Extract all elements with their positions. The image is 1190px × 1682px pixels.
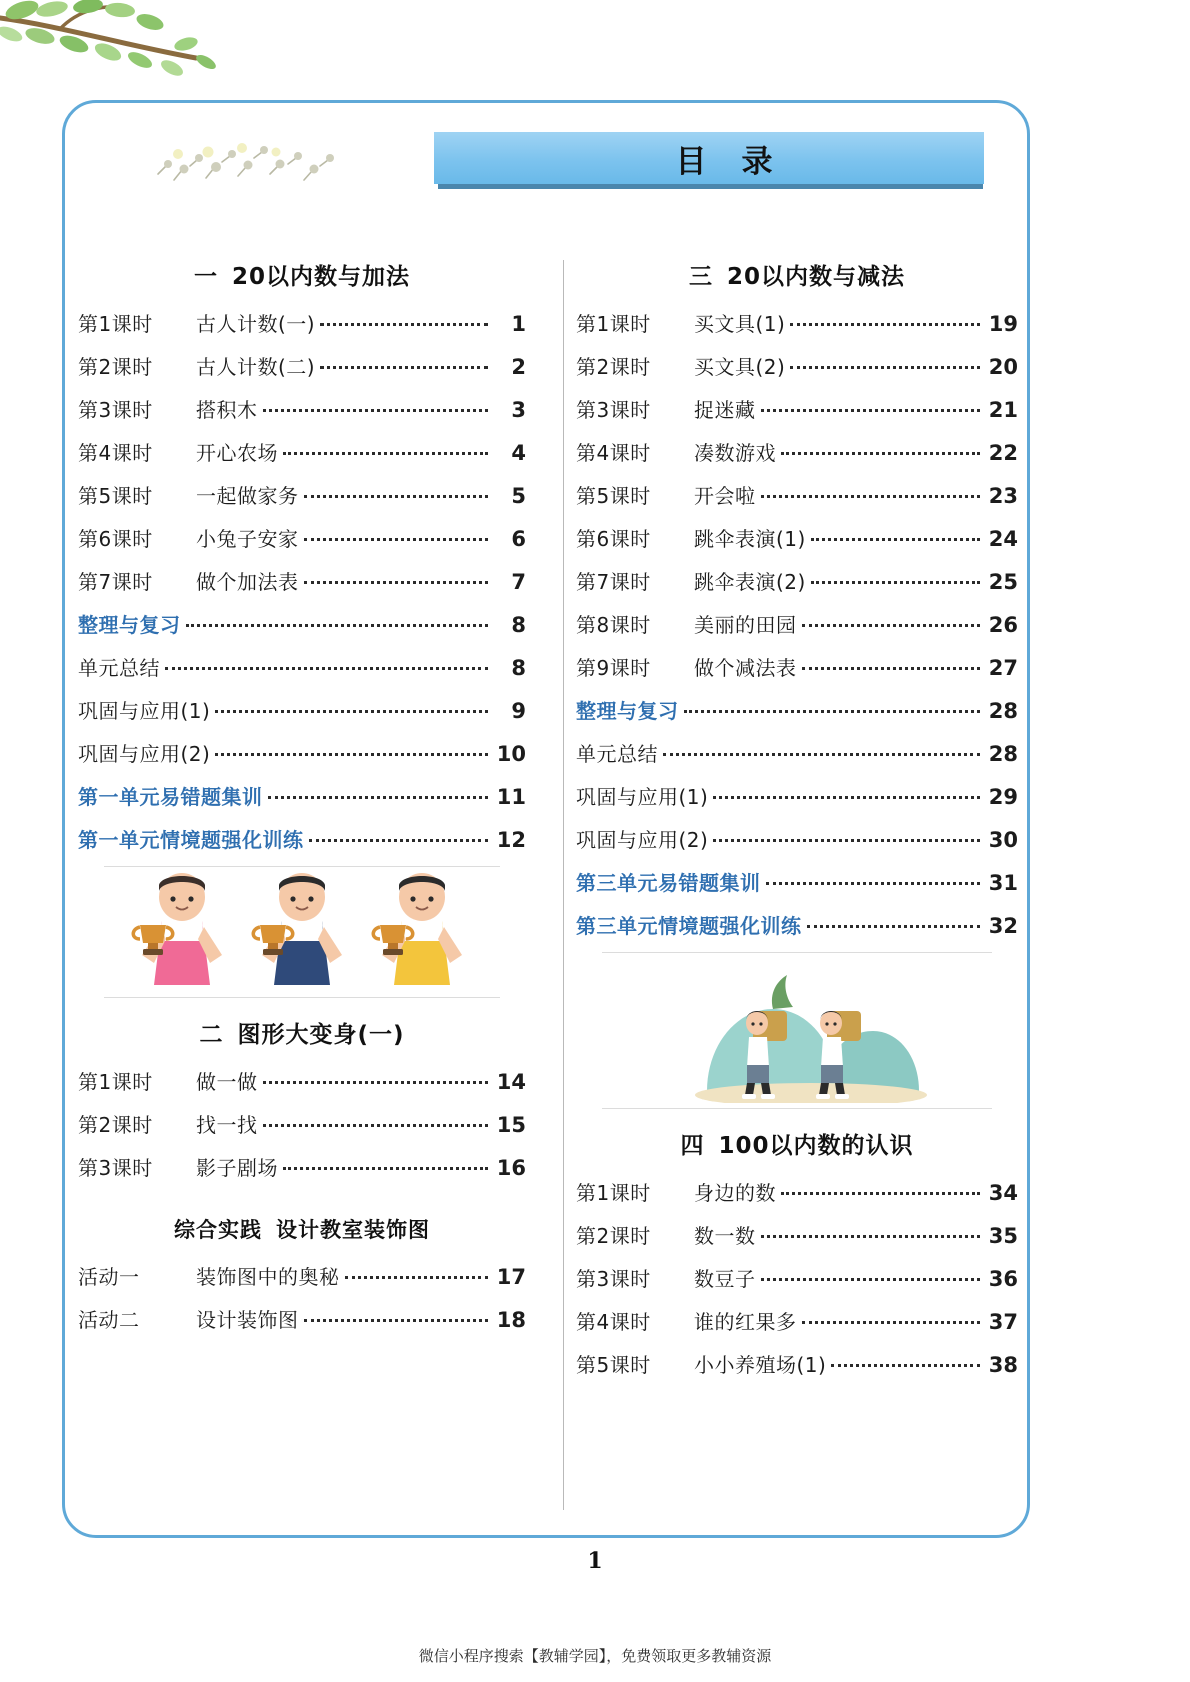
section-heading-图形大变身-一- bbox=[78, 1016, 526, 1049]
toc-leader-dots bbox=[304, 581, 489, 584]
toc-entry-page: 10 bbox=[496, 742, 526, 766]
toc-entry-title: 跳伞表演(1) bbox=[694, 527, 806, 551]
toc-entry-title: 设计装饰图 bbox=[196, 1308, 299, 1332]
toc-entry[interactable] bbox=[576, 1258, 1018, 1301]
toc-entry[interactable] bbox=[78, 647, 526, 690]
section-heading-20以内数与加法 bbox=[78, 258, 526, 291]
toc-entry-title: 找一找 bbox=[196, 1113, 258, 1137]
toc-leader-dots bbox=[684, 710, 981, 713]
toc-entry[interactable] bbox=[78, 1061, 526, 1104]
toc-entry[interactable] bbox=[78, 776, 526, 819]
toc-left-column bbox=[78, 240, 548, 1515]
toc-entry-page: 32 bbox=[988, 914, 1018, 938]
toc-entry-page: 25 bbox=[988, 570, 1018, 594]
section-title: 100以内数的认识 bbox=[718, 1133, 914, 1159]
toc-entry-title: 做一做 bbox=[196, 1070, 258, 1094]
toc-entry-page: 29 bbox=[988, 785, 1018, 809]
toc-entry[interactable] bbox=[78, 475, 526, 518]
trophy-kids-image bbox=[78, 867, 526, 992]
toc-entry-title: 巩固与应用(2) bbox=[78, 742, 211, 766]
toc-entry[interactable] bbox=[576, 819, 1018, 862]
section-number: 三 bbox=[688, 264, 713, 290]
toc-leader-dots bbox=[831, 1364, 980, 1367]
toc-entry[interactable] bbox=[576, 432, 1018, 475]
toc-entry-lesson: 第3课时 bbox=[576, 398, 651, 422]
toc-banner bbox=[434, 132, 984, 190]
toc-entry-lesson: 第3课时 bbox=[78, 398, 153, 422]
toc-leader-dots bbox=[263, 409, 489, 412]
toc-entry-title: 做个加法表 bbox=[196, 570, 299, 594]
toc-entry-lesson: 第1课时 bbox=[78, 1070, 153, 1094]
toc-entry-title: 古人计数(一) bbox=[196, 312, 316, 336]
toc-entry[interactable] bbox=[576, 518, 1018, 561]
toc-columns bbox=[78, 240, 1018, 1515]
toc-leader-dots bbox=[263, 1081, 489, 1084]
toc-leader-dots bbox=[304, 1319, 489, 1322]
toc-entry-page: 28 bbox=[988, 699, 1018, 723]
toc-entry-lesson: 第1课时 bbox=[576, 312, 651, 336]
toc-entry-title: 装饰图中的奥秘 bbox=[196, 1265, 340, 1289]
toc-entry-page: 36 bbox=[988, 1267, 1018, 1291]
toc-entry-lesson: 第4课时 bbox=[78, 441, 153, 465]
toc-entry-title: 古人计数(二) bbox=[196, 355, 316, 379]
toc-leader-dots bbox=[807, 925, 981, 928]
toc-entry[interactable] bbox=[576, 604, 1018, 647]
toc-entry-page: 20 bbox=[988, 355, 1018, 379]
toc-entry-page: 19 bbox=[988, 312, 1018, 336]
toc-entry[interactable] bbox=[78, 733, 526, 776]
toc-leader-dots bbox=[811, 581, 980, 584]
page-title: 目 录 bbox=[675, 143, 775, 180]
toc-leader-dots bbox=[283, 1167, 488, 1170]
toc-entry-page: 23 bbox=[988, 484, 1018, 508]
section-number: 二 bbox=[199, 1022, 224, 1048]
toc-leader-dots bbox=[790, 366, 980, 369]
toc-entry-page: 27 bbox=[988, 656, 1018, 680]
hiking-kids-image bbox=[576, 953, 1018, 1103]
toc-entry[interactable] bbox=[576, 1172, 1018, 1215]
toc-entry-title: 第一单元易错题集训 bbox=[78, 785, 263, 809]
toc-entry-lesson: 第2课时 bbox=[576, 355, 651, 379]
toc-entry-lesson: 第2课时 bbox=[78, 1113, 153, 1137]
toc-entry-title: 数一数 bbox=[694, 1224, 756, 1248]
promo-text: 微信小程序搜索【教辅学园】，免费领取更多教辅资源 bbox=[418, 1647, 772, 1665]
toc-entry-page: 11 bbox=[496, 785, 526, 809]
toc-entry-page: 9 bbox=[511, 699, 526, 723]
toc-entry[interactable] bbox=[78, 346, 526, 389]
toc-entry-lesson: 第5课时 bbox=[576, 1353, 651, 1377]
toc-entry[interactable] bbox=[78, 518, 526, 561]
banner-shadow bbox=[438, 184, 983, 189]
toc-entry-lesson: 第1课时 bbox=[78, 312, 153, 336]
toc-entry-page: 28 bbox=[988, 742, 1018, 766]
toc-entry-title: 做个减法表 bbox=[694, 656, 797, 680]
toc-leader-dots bbox=[304, 538, 489, 541]
toc-entry-lesson: 第3课时 bbox=[576, 1267, 651, 1291]
toc-entry-page: 18 bbox=[496, 1308, 526, 1332]
toc-entry-page: 4 bbox=[511, 441, 526, 465]
toc-entry-page: 30 bbox=[988, 828, 1018, 852]
toc-entry-page: 8 bbox=[511, 613, 526, 637]
toc-entry-page: 17 bbox=[496, 1265, 526, 1289]
toc-entry-title: 搭积木 bbox=[196, 398, 258, 422]
toc-entry[interactable] bbox=[78, 561, 526, 604]
toc-entry-page: 7 bbox=[511, 570, 526, 594]
toc-entry-lesson: 第7课时 bbox=[576, 570, 651, 594]
toc-leader-dots bbox=[186, 624, 489, 627]
toc-entry[interactable] bbox=[576, 1301, 1018, 1344]
section-title: 20以内数与加法 bbox=[231, 264, 410, 290]
toc-entry-page: 37 bbox=[988, 1310, 1018, 1334]
toc-entry-page: 3 bbox=[511, 398, 526, 422]
toc-leader-dots bbox=[761, 495, 981, 498]
toc-entry-lesson: 第5课时 bbox=[78, 484, 153, 508]
toc-entry-title: 第三单元情境题强化训练 bbox=[576, 914, 802, 938]
toc-entry-lesson: 第9课时 bbox=[576, 656, 651, 680]
toc-entry-lesson: 第1课时 bbox=[576, 1181, 651, 1205]
toc-entry-title: 美丽的田园 bbox=[694, 613, 797, 637]
toc-entry[interactable] bbox=[576, 1344, 1018, 1387]
toc-leader-dots bbox=[761, 409, 981, 412]
toc-leader-dots bbox=[215, 753, 488, 756]
toc-entry[interactable] bbox=[78, 690, 526, 733]
toc-entry-page: 24 bbox=[988, 527, 1018, 551]
toc-entry-lesson: 第8课时 bbox=[576, 613, 651, 637]
toc-entry-title: 小兔子安家 bbox=[196, 527, 299, 551]
toc-entry-title: 谁的红果多 bbox=[694, 1310, 797, 1334]
toc-entry[interactable] bbox=[576, 1215, 1018, 1258]
toc-entry-title: 买文具(2) bbox=[694, 355, 786, 379]
toc-leader-dots bbox=[268, 796, 489, 799]
toc-entry[interactable] bbox=[576, 561, 1018, 604]
section-heading-设计教室装饰图 bbox=[78, 1214, 526, 1244]
toc-entry-title: 影子剧场 bbox=[196, 1156, 278, 1180]
toc-entry[interactable] bbox=[78, 1256, 526, 1299]
toc-entry-page: 12 bbox=[496, 828, 526, 852]
toc-leader-dots bbox=[781, 1192, 980, 1195]
section-heading-20以内数与减法 bbox=[576, 258, 1018, 291]
toc-entry-title: 捉迷藏 bbox=[694, 398, 756, 422]
toc-entry[interactable] bbox=[78, 1299, 526, 1342]
toc-entry-lesson: 第2课时 bbox=[78, 355, 153, 379]
toc-entry-lesson: 活动一 bbox=[78, 1265, 140, 1289]
toc-entry-page: 35 bbox=[988, 1224, 1018, 1248]
section-title: 20以内数与减法 bbox=[726, 264, 905, 290]
toc-leader-dots bbox=[802, 1321, 981, 1324]
toc-leader-dots bbox=[345, 1276, 489, 1279]
toc-leader-dots bbox=[790, 323, 980, 326]
toc-entry-lesson: 第3课时 bbox=[78, 1156, 153, 1180]
toc-entry[interactable] bbox=[576, 475, 1018, 518]
section-heading-100以内数的认识 bbox=[576, 1127, 1018, 1160]
toc-entry-title: 单元总结 bbox=[78, 656, 160, 680]
toc-entry[interactable] bbox=[78, 604, 526, 647]
toc-entry-title: 第三单元易错题集训 bbox=[576, 871, 761, 895]
toc-entry-title: 身边的数 bbox=[694, 1181, 776, 1205]
toc-entry-title: 巩固与应用(2) bbox=[576, 828, 709, 852]
toc-entry[interactable] bbox=[576, 776, 1018, 819]
toc-entry-page: 26 bbox=[988, 613, 1018, 637]
section-number: 一 bbox=[193, 264, 218, 290]
toc-entry-lesson: 第5课时 bbox=[576, 484, 651, 508]
toc-entry-title: 凑数游戏 bbox=[694, 441, 776, 465]
toc-leader-dots bbox=[309, 839, 489, 842]
toc-leader-dots bbox=[761, 1235, 981, 1238]
toc-leader-dots bbox=[165, 667, 488, 670]
toc-entry-page: 22 bbox=[988, 441, 1018, 465]
toc-entry-page: 5 bbox=[511, 484, 526, 508]
toc-entry[interactable] bbox=[78, 303, 526, 346]
toc-entry-page: 8 bbox=[511, 656, 526, 680]
section-number: 四 bbox=[680, 1133, 705, 1159]
toc-entry-title: 巩固与应用(1) bbox=[78, 699, 211, 723]
toc-leader-dots bbox=[283, 452, 488, 455]
toc-entry-page: 16 bbox=[496, 1156, 526, 1180]
page-number: 1 bbox=[587, 1548, 603, 1574]
toc-entry[interactable] bbox=[576, 905, 1018, 948]
toc-entry-title: 买文具(1) bbox=[694, 312, 786, 336]
toc-leader-dots bbox=[761, 1278, 981, 1281]
toc-entry-title: 开心农场 bbox=[196, 441, 278, 465]
toc-leader-dots bbox=[320, 366, 488, 369]
toc-entry[interactable] bbox=[576, 346, 1018, 389]
toc-leader-dots bbox=[766, 882, 981, 885]
toc-entry-title: 一起做家务 bbox=[196, 484, 299, 508]
toc-entry-page: 38 bbox=[988, 1353, 1018, 1377]
toc-entry-lesson: 第4课时 bbox=[576, 1310, 651, 1334]
toc-entry-lesson: 第6课时 bbox=[576, 527, 651, 551]
toc-entry-page: 6 bbox=[511, 527, 526, 551]
toc-entry[interactable] bbox=[78, 389, 526, 432]
section-number: 综合实践 bbox=[174, 1218, 262, 1242]
section-title: 图形大变身(一) bbox=[237, 1022, 405, 1048]
toc-leader-dots bbox=[215, 710, 488, 713]
toc-leader-dots bbox=[320, 323, 488, 326]
toc-entry[interactable] bbox=[576, 389, 1018, 432]
trophy-kids-illustration bbox=[78, 866, 526, 998]
toc-entry-lesson: 活动二 bbox=[78, 1308, 140, 1332]
toc-leader-dots bbox=[802, 624, 981, 627]
toc-entry[interactable] bbox=[78, 1104, 526, 1147]
toc-entry-title: 单元总结 bbox=[576, 742, 658, 766]
toc-leader-dots bbox=[781, 452, 980, 455]
toc-entry-page: 34 bbox=[988, 1181, 1018, 1205]
toc-entry-title: 小小养殖场(1) bbox=[694, 1353, 827, 1377]
section-title: 设计教室装饰图 bbox=[276, 1218, 430, 1242]
toc-entry-title: 整理与复习 bbox=[576, 699, 679, 723]
toc-entry-lesson: 第2课时 bbox=[576, 1224, 651, 1248]
toc-leader-dots bbox=[263, 1124, 489, 1127]
toc-entry-title: 整理与复习 bbox=[78, 613, 181, 637]
toc-entry[interactable] bbox=[576, 690, 1018, 733]
toc-entry[interactable] bbox=[78, 819, 526, 862]
branch-decoration bbox=[0, 0, 300, 110]
toc-entry-title: 第一单元情境题强化训练 bbox=[78, 828, 304, 852]
toc-entry[interactable] bbox=[78, 1147, 526, 1190]
dandelion-doodle bbox=[150, 140, 360, 200]
toc-leader-dots bbox=[713, 796, 980, 799]
toc-entry-page: 1 bbox=[511, 312, 526, 336]
toc-entry-title: 巩固与应用(1) bbox=[576, 785, 709, 809]
toc-entry[interactable] bbox=[576, 303, 1018, 346]
toc-entry-page: 31 bbox=[988, 871, 1018, 895]
toc-leader-dots bbox=[663, 753, 980, 756]
toc-entry-title: 跳伞表演(2) bbox=[694, 570, 806, 594]
toc-entry-title: 数豆子 bbox=[694, 1267, 756, 1291]
toc-leader-dots bbox=[713, 839, 980, 842]
toc-right-column bbox=[548, 240, 1018, 1515]
toc-entry-page: 21 bbox=[988, 398, 1018, 422]
toc-leader-dots bbox=[811, 538, 980, 541]
toc-entry-title: 开会啦 bbox=[694, 484, 756, 508]
hiking-kids-illustration bbox=[576, 952, 1018, 1109]
toc-entry[interactable] bbox=[78, 432, 526, 475]
toc-entry-lesson: 第7课时 bbox=[78, 570, 153, 594]
toc-leader-dots bbox=[802, 667, 981, 670]
toc-entry-lesson: 第4课时 bbox=[576, 441, 651, 465]
toc-entry-page: 2 bbox=[511, 355, 526, 379]
toc-entry[interactable] bbox=[576, 733, 1018, 776]
toc-leader-dots bbox=[304, 495, 489, 498]
toc-entry-page: 14 bbox=[496, 1070, 526, 1094]
toc-entry[interactable] bbox=[576, 647, 1018, 690]
toc-entry-lesson: 第6课时 bbox=[78, 527, 153, 551]
toc-entry-page: 15 bbox=[496, 1113, 526, 1137]
toc-entry[interactable] bbox=[576, 862, 1018, 905]
